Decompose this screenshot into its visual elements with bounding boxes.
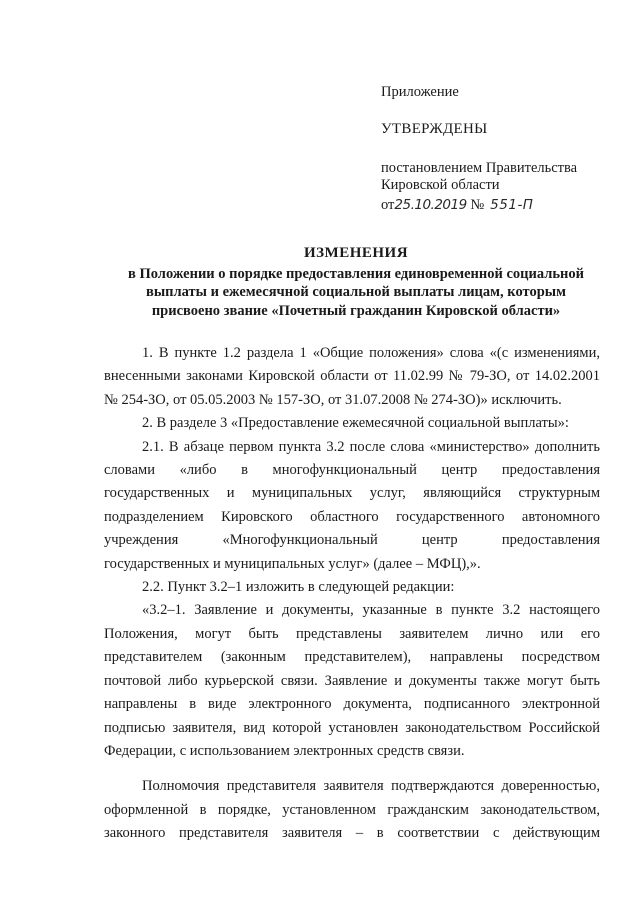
body-line: Полномочия представителя заявителя подтверждаются доверенностью, <box>142 778 600 795</box>
body-line: законного представителя заявителя – в соответствии с действующим <box>104 825 600 842</box>
body-line: 2.1. В абзаце первом пункта 3.2 после слова «министерство» дополнить <box>142 438 600 455</box>
body-line: Положения, могут быть представлены заявителем лично или его <box>104 625 600 642</box>
body-line: государственных и муниципальных услуг, являющийся структурным <box>104 485 600 502</box>
title-line-2: выплаты и ежемесячной социальной выплаты лицам, которым <box>146 284 566 300</box>
body-line: «3.2–1. Заявление и документы, указанные в пункте 3.2 настоящего <box>142 602 600 619</box>
body-line: 2.2. Пункт 3.2–1 изложить в следующей редакции: <box>142 579 455 596</box>
handwritten-date: 25.10.2019 <box>394 197 467 213</box>
appendix-block <box>381 84 621 214</box>
body-line: подписью заявителя, вид которой установлен законодательством Российской <box>104 719 600 736</box>
body-line: 1. В пункте 1.2 раздела 1 «Общие положения» слова «(с изменениями, <box>142 345 600 361</box>
handwritten-number: 551-П <box>490 197 534 213</box>
decree-line-2: Кировской области <box>381 177 500 193</box>
appendix-label: Приложение <box>381 84 459 100</box>
body-line: почтовой либо курьерской связи. Заявление и документы также могут быть <box>104 672 600 689</box>
number-prefix: № <box>470 197 485 213</box>
body-line: внесенными законами Кировской области от 11.02.99 № 79-ЗО, от 14.02.2001 <box>104 368 600 385</box>
body-line: № 254-ЗО, от 05.05.2003 № 157-ЗО, от 31.07.2008 № 274-ЗО)» исключить. <box>104 391 562 408</box>
body-line: подразделением Кировского областного государственного автономного <box>104 508 600 525</box>
title-line-1: в Положении о порядке предоставления единовременной социальной <box>128 265 584 282</box>
body-line: оформленной в порядке, установленном гражданским законодательством, <box>104 801 600 818</box>
decree-date-line <box>381 197 621 214</box>
document-title <box>96 244 616 320</box>
body-line: государственных и муниципальных услуг» (далее – МФЦ),». <box>104 555 481 572</box>
approved-label: УТВЕРЖДЕНЫ <box>381 121 488 137</box>
body-line: словами «либо в многофункциональный центр предоставления <box>104 462 600 479</box>
document-body <box>104 342 600 846</box>
body-line: Федерации, с использованием электронных средств связи. <box>104 742 465 759</box>
date-prefix: от <box>381 197 395 213</box>
body-line: 2. В разделе 3 «Предоставление ежемесячной социальной выплаты»: <box>142 415 569 432</box>
title-line-3: присвоено звание «Почетный гражданин Кировской области» <box>151 302 561 319</box>
title-heading: ИЗМЕНЕНИЯ <box>303 245 409 261</box>
body-line: направлены в виде электронного документа, подписанного электронной <box>104 696 600 713</box>
body-line: учреждения «Многофункциональный центр предоставления <box>104 532 600 549</box>
body-line: представителем (законным представителем), направлены посредством <box>104 649 600 666</box>
decree-line-1: постановлением Правительства <box>381 160 578 176</box>
